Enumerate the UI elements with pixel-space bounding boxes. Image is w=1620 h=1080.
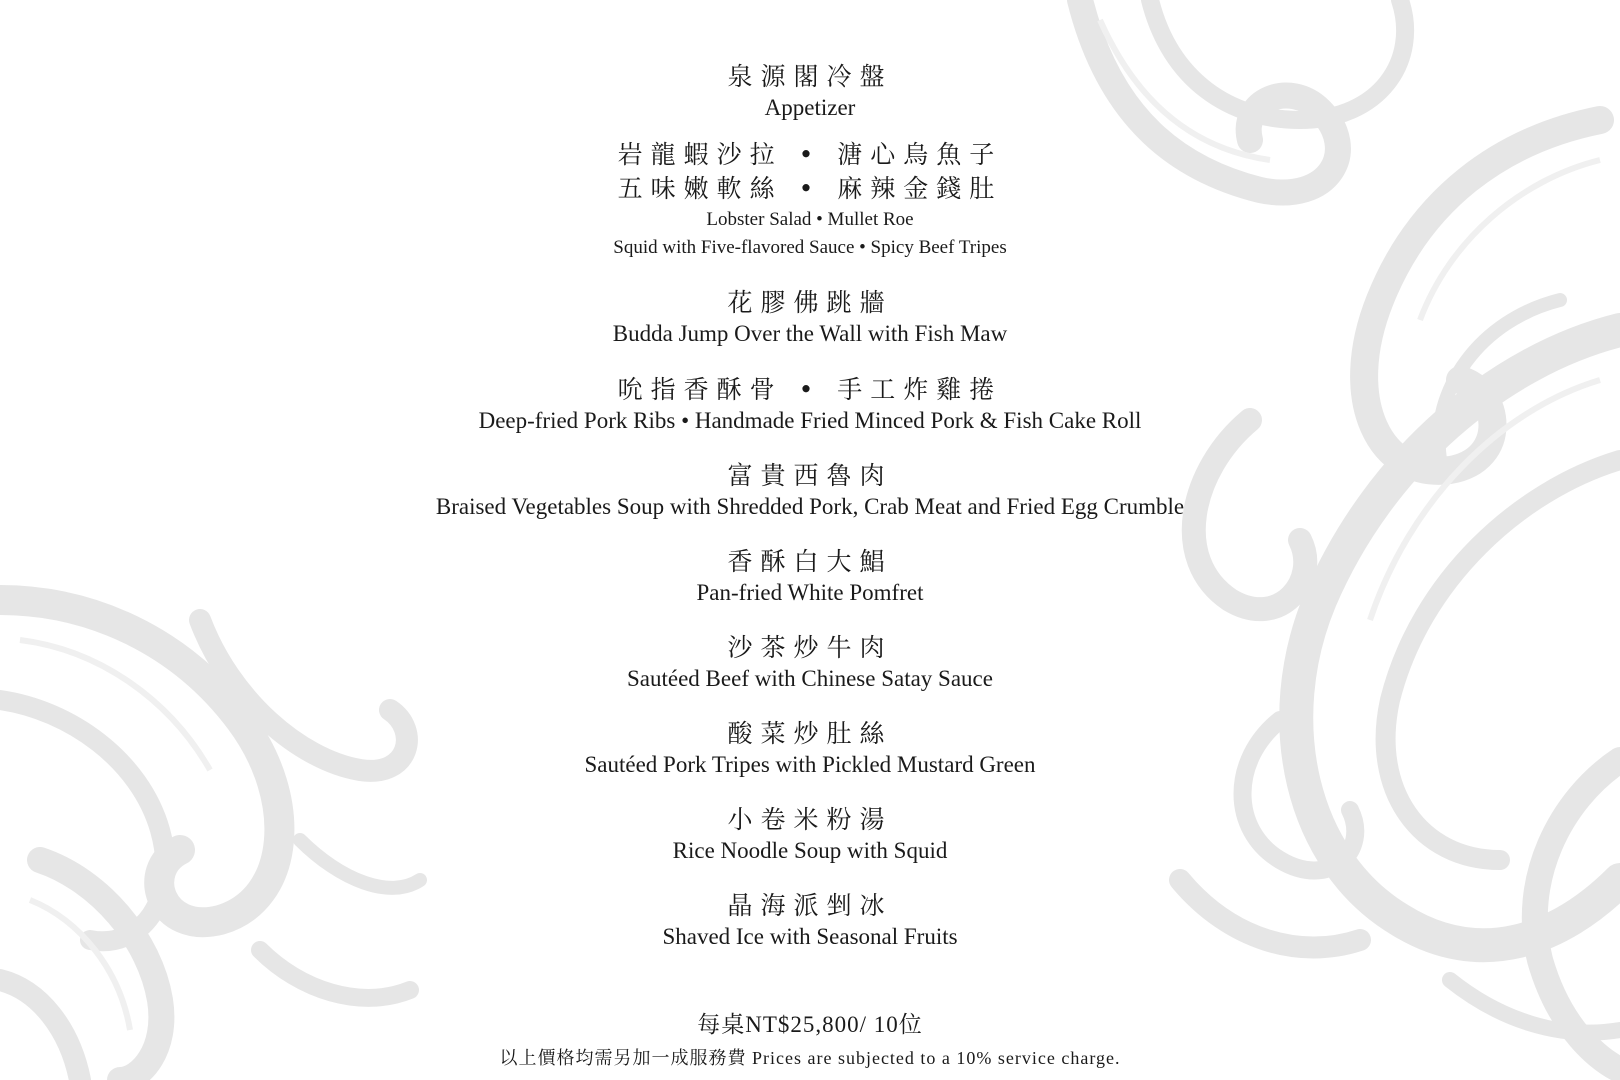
course-name-zh: 晶海派剉冰: [727, 891, 893, 920]
course-name-en: Braised Vegetables Soup with Shredded Pork, Crab Meat and Fried Egg Crumble: [435, 494, 1185, 519]
course-name-zh: 吮指香酥骨 • 手工炸雞捲: [617, 375, 1003, 404]
course-cold-platter: [0, 138, 1620, 262]
course-pork-ribs: [0, 373, 1620, 435]
menu-price: 每桌NT$25,800/ 10位: [697, 1012, 923, 1037]
course-appetizer: [0, 60, 1620, 122]
course-name-zh: 小卷米粉湯: [727, 805, 893, 834]
course-name-en: Appetizer: [764, 95, 856, 120]
course-name-en: Lobster Salad • Mullet Roe: [706, 209, 914, 230]
course-pork-tripes: [0, 717, 1620, 779]
course-name-en: Budda Jump Over the Wall with Fish Maw: [612, 321, 1008, 346]
course-braised-vegetables: [0, 459, 1620, 521]
course-name-zh: 岩龍蝦沙拉 • 溏心烏魚子: [617, 140, 1003, 169]
course-name-zh-line-2: 五味嫩軟絲 • 麻辣金錢肚: [617, 174, 1003, 203]
course-name-en-line-2: Squid with Five-flavored Sauce • Spicy Beef Tripes: [613, 237, 1007, 258]
course-pomfret: [0, 545, 1620, 607]
course-name-zh: 泉源閣冷盤: [727, 62, 893, 91]
course-rice-noodle-soup: [0, 803, 1620, 865]
course-name-en: Deep-fried Pork Ribs • Handmade Fried Minced Pork & Fish Cake Roll: [478, 408, 1142, 433]
course-satay-beef: [0, 631, 1620, 693]
course-name-zh: 香酥白大鯧: [727, 547, 893, 576]
course-name-zh: 沙茶炒牛肉: [727, 633, 893, 662]
service-charge-note: 以上價格均需另加一成服務費 Prices are subjected to a 10% service charge.: [499, 1048, 1121, 1068]
course-name-en: Sautéed Beef with Chinese Satay Sauce: [627, 666, 993, 691]
course-buddha-jump: [0, 286, 1620, 348]
course-name-zh: 酸菜炒肚絲: [727, 719, 893, 748]
course-name-en: Shaved Ice with Seasonal Fruits: [662, 924, 958, 949]
course-name-en: Sautéed Pork Tripes with Pickled Mustard Green: [584, 752, 1036, 777]
course-name-en: Rice Noodle Soup with Squid: [672, 838, 948, 863]
course-shaved-ice: [0, 889, 1620, 951]
course-name-zh: 富貴西魯肉: [727, 461, 893, 490]
course-name-zh: 花膠佛跳牆: [727, 288, 893, 317]
course-name-en: Pan-fried White Pomfret: [696, 580, 924, 605]
